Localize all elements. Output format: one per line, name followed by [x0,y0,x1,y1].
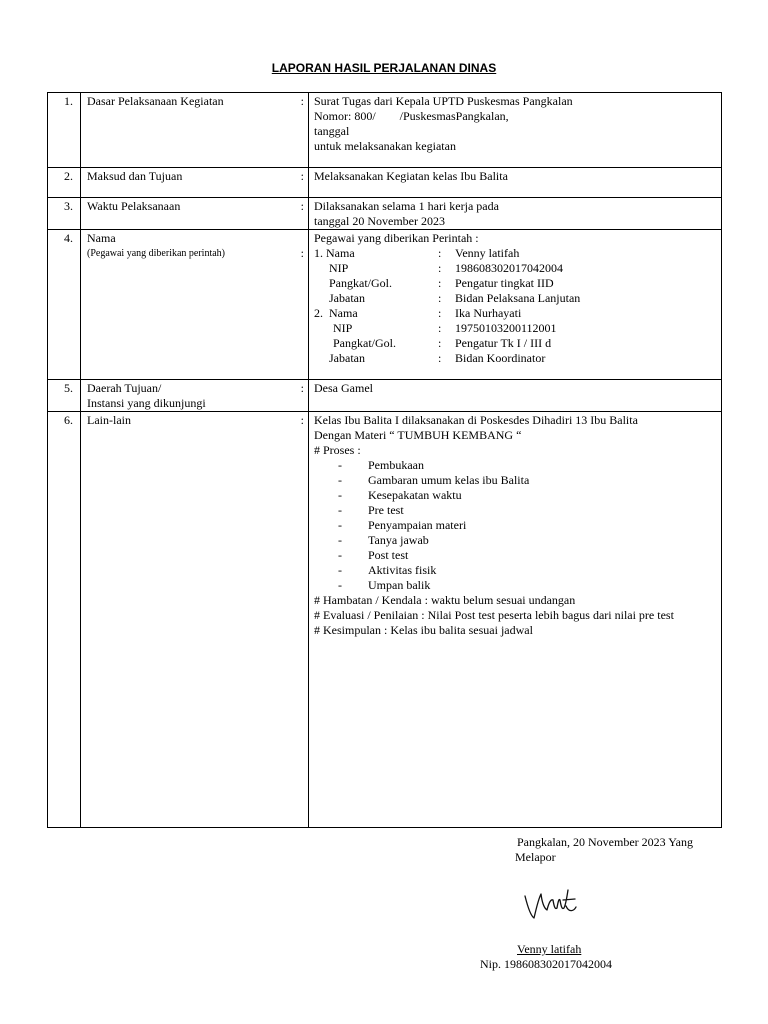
row-label-text: Nama [87,231,116,245]
person-field [314,246,721,261]
bullet-dash: - [338,578,342,592]
row-value [309,198,722,230]
field-value: Ika Nurhayati [455,306,522,320]
row-label-text: Daerah Tujuan/ [87,381,162,395]
person-field [314,306,721,321]
row-colon: : [300,413,304,427]
field-value: Pengatur Tk I / III d [455,336,552,350]
table-row [48,93,722,168]
field-value: Bidan Pelaksana Lanjutan [455,291,581,305]
row-colon: : [300,199,304,213]
value-line: Desa Gamel [314,381,373,395]
table-row [48,412,722,828]
process-item [314,473,721,488]
bullet-dash: - [338,473,342,487]
signature-place-date: Pangkalan, 20 November 2023 Yang [517,835,693,849]
row-label [81,198,309,230]
signer-name: Venny latifah [517,942,582,956]
process-item [314,548,721,563]
person-field [314,261,721,276]
field-colon: : [438,306,442,320]
process-text: Tanya jawab [368,533,429,547]
row-value [309,380,722,412]
bullet-dash: - [338,548,342,562]
value-line: Nomor: 800/ /PuskesmasPangkalan, [314,109,509,123]
value-line: Pegawai yang diberikan Perintah : [314,231,479,245]
row-value [309,93,722,168]
row-sublabel: (Pegawai yang diberikan perintah) [87,248,226,259]
value-line: Melaksanakan Kegiatan kelas Ibu Balita [314,169,508,183]
bullet-dash: - [338,533,342,547]
field-key: 1. Nama [314,246,355,260]
field-key: Pangkat/Gol. [333,336,396,350]
value-line: # Hambatan / Kendala : waktu belum sesuai undangan [314,593,576,607]
row-value [309,168,722,198]
value-line: Dilaksanakan selama 1 hari kerja pada [314,199,499,213]
person-field [314,321,721,336]
process-item [314,458,721,473]
row-number: 5. [48,380,81,412]
field-value: 19750103200112001 [455,321,557,335]
report-title: LAPORAN HASIL PERJALANAN DINAS [271,61,497,75]
field-colon: : [438,276,442,290]
field-colon: : [438,351,442,365]
row-colon: : [300,246,304,260]
field-value: 198608302017042004 [455,261,563,275]
field-key: Jabatan [329,291,365,305]
signer-nip: Nip. 198608302017042004 [480,957,612,971]
field-colon: : [438,321,442,335]
report-table [47,92,722,828]
value-line: Surat Tugas dari Kepala UPTD Puskesmas Pangkalan [314,94,573,108]
row-label [81,230,309,380]
field-value: Venny latifah [455,246,520,260]
process-text: Post test [368,548,409,562]
table-row [48,168,722,198]
field-key: 2. Nama [314,306,358,320]
row-colon: : [300,381,304,395]
row-number: 6. [48,412,81,828]
field-key: NIP [333,321,353,335]
row-label [81,380,309,412]
row-value [309,230,722,380]
process-item [314,578,721,593]
field-colon: : [438,246,442,260]
process-text: Gambaran umum kelas ibu Balita [368,473,530,487]
row-label-text: Lain-lain [87,413,131,427]
signature-role: Melapor [515,850,556,864]
value-line: Dengan Materi “ TUMBUH KEMBANG “ [314,428,522,442]
value-line: # Kesimpulan : Kelas ibu balita sesuai jadwal [314,623,533,637]
bullet-dash: - [338,503,342,517]
process-item [314,563,721,578]
field-colon: : [438,336,442,350]
bullet-dash: - [338,563,342,577]
table-row [48,198,722,230]
field-value: Bidan Koordinator [455,351,546,365]
value-line: # Evaluasi / Penilaian : Nilai Post test peserta lebih bagus dari nilai pre test [314,608,674,622]
value-line: tanggal 20 November 2023 [314,214,445,228]
row-sublabel: Instansi yang dikunjungi [87,396,206,410]
row-label [81,93,309,168]
process-text: Pembukaan [368,458,424,472]
person-field [314,291,721,306]
value-line: tanggal [314,124,350,138]
process-text: Umpan balik [368,578,431,592]
person-field [314,276,721,291]
row-label-text: Dasar Pelaksanaan Kegiatan [87,94,224,108]
field-key: Pangkat/Gol. [329,276,392,290]
value-line: untuk melaksanakan kegiatan [314,139,456,153]
process-item [314,518,721,533]
row-colon: : [300,169,304,183]
field-value: Pengatur tingkat IID [455,276,554,290]
process-item [314,503,721,518]
value-line: Kelas Ibu Balita I dilaksanakan di Poskesdes Dihadiri 13 Ibu Balita [314,413,638,427]
row-label-text: Waktu Pelaksanaan [87,199,181,213]
row-value [309,412,722,828]
row-label [81,168,309,198]
handwritten-signature [522,886,578,924]
row-number: 2. [48,168,81,198]
row-number: 1. [48,93,81,168]
field-key: Jabatan [329,351,365,365]
bullet-dash: - [338,458,342,472]
field-key: NIP [329,261,349,275]
process-text: Penyampaian materi [368,518,467,532]
person-field [314,336,721,351]
bullet-dash: - [338,488,342,502]
bullet-dash: - [338,518,342,532]
row-label [81,412,309,828]
process-item [314,488,721,503]
process-text: Pre test [368,503,404,517]
row-number: 3. [48,198,81,230]
table-row [48,380,722,412]
field-colon: : [438,261,442,275]
row-number: 4. [48,230,81,380]
row-label-text: Maksud dan Tujuan [87,169,183,183]
field-colon: : [438,291,442,305]
process-item [314,533,721,548]
process-text: Aktivitas fisik [368,563,437,577]
table-row [48,230,722,380]
process-text: Kesepakatan waktu [368,488,462,502]
person-field [314,351,721,366]
row-colon: : [300,94,304,108]
value-line: # Proses : [314,443,361,457]
